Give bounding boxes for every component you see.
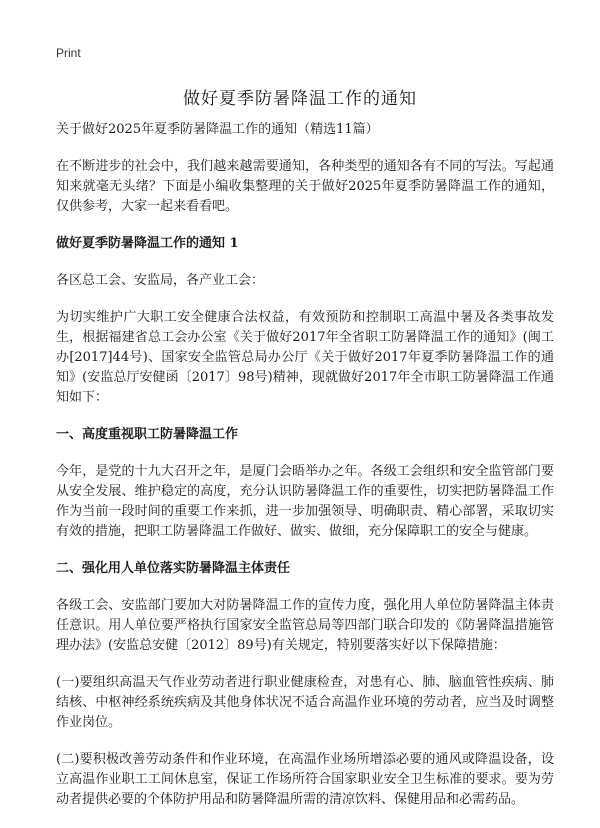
subtitle: 关于做好2025年夏季防暑降温工作的通知（精选11篇） xyxy=(56,122,379,137)
salutation: 各区总工会、安监局，各产业工会： xyxy=(56,273,265,288)
opening-paragraph: 为切实维护广大职工安全健康合法权益，有效预防和控制职工高温中暑及各类事故发生，根据福建省总工会办公室《关于做好2017年全省职工防暑降温工作的通知》(闽工办[2017]44号)、国家安全监管总局办公厅《关于做好2017年夏季防暑降温工作的通知》(安监总厅安健函〔2017〕98号)精神，现就做好2017年全市职工防暑降温工作通知如下： xyxy=(56,310,554,405)
page-title: 做好夏季防暑降温工作的通知 xyxy=(183,89,417,109)
section1-heading: 一、高度重视职工防暑降温工作 xyxy=(56,427,239,442)
list-item-2: (二)要积极改善劳动条件和作业环境，在高温作业场所增添必要的通风或降温设备，设立高温作业职工工间休息室，保证工作场所符合国家职业安全卫生标准的要求。要为劳动者提供必要的个体防护用品和防暑降温所需的清凉饮料、保健用品和必需药品。 xyxy=(56,752,554,807)
section1-paragraph: 今年，是党的十九大召开之年，是厦门会晤举办之年。各级工会组织和安全监管部门要从安全发展、维护稳定的高度，充分认识防暑降温工作的重要性，切实把防暑降温工作作为当前一段时间的重要工作来抓，进一步加强领导、明确职责、精心部署，采取切实有效的措施，把职工防暑降温工作做好、做实、做细，充分保障职工的安全与健康。 xyxy=(56,464,554,539)
section2-paragraph: 各级工会、安监部门要加大对防暑降温工作的宣传力度，强化用人单位防暑降温主体责任意识。用人单位要严格执行国家安全监管总局等四部门联合印发的《防暑降温措施管理办法》(安监总安健〔2012〕89号)有关规定，特别要落实好以下保障措施： xyxy=(56,598,554,653)
article-body xyxy=(56,120,554,827)
section2-heading: 二、强化用人单位落实防暑降温主体责任 xyxy=(56,561,291,576)
list-item-1: (一)要组织高温天气作业劳动者进行职业健康检查，对患有心、肺、脑血管性疾病、肺结核、中枢神经系统疾病及其他身体状况不适合高温作业环境的劳动者，应当及时调整作业岗位。 xyxy=(56,675,554,730)
print-link[interactable]: Print xyxy=(56,46,81,60)
notice-heading: 做好夏季防暑降温工作的通知 1 xyxy=(56,236,239,251)
intro-paragraph: 在不断进步的社会中，我们越来越需要通知，各种类型的通知各有不同的写法。写起通知来就毫无头绪？下面是小编收集整理的关于做好2025年夏季防暑降温工作的通知，仅供参考，大家一起来看看吧。 xyxy=(56,159,554,214)
